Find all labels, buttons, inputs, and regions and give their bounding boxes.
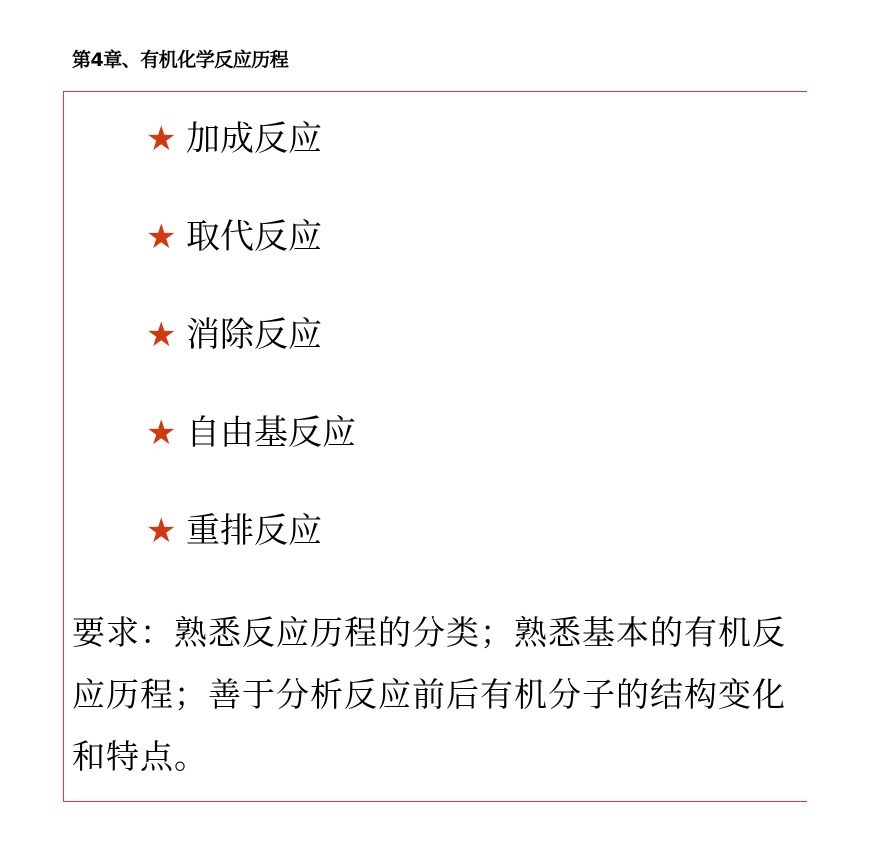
list-item [146, 408, 356, 506]
star-icon: ★ [146, 413, 177, 453]
reaction-list [146, 114, 356, 604]
requirement-text: 要求：熟悉反应历程的分类；熟悉基本的有机反应历程；善于分析反应前后有机分子的结构变化和特点。 [72, 613, 786, 776]
star-icon: ★ [146, 315, 177, 355]
reaction-label-rearrangement: 重排反应 [186, 511, 322, 551]
reaction-label-substitution: 取代反应 [186, 217, 322, 257]
list-item [146, 114, 356, 212]
reaction-label-addition: 加成反应 [186, 119, 322, 159]
reaction-label-radical: 自由基反应 [186, 413, 356, 453]
content-box [63, 91, 807, 802]
chapter-title: 第4章、有机化学反应历程 [72, 49, 289, 71]
list-item [146, 506, 356, 604]
list-item [146, 310, 356, 408]
star-icon: ★ [146, 119, 177, 159]
list-item [146, 212, 356, 310]
star-icon: ★ [146, 511, 177, 551]
reaction-label-elimination: 消除反应 [186, 315, 322, 355]
star-icon: ★ [146, 217, 177, 257]
